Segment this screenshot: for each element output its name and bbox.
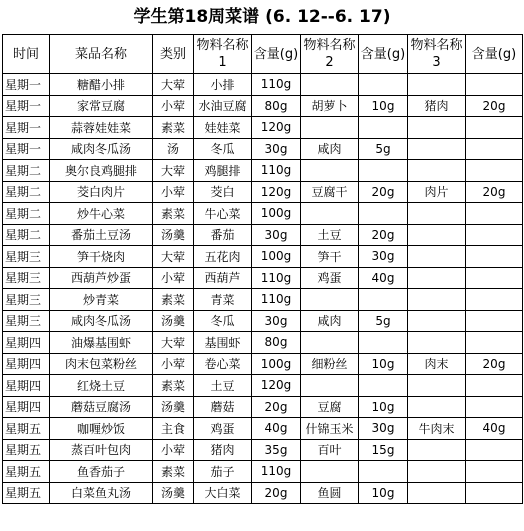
cell-amount-2: 30g [359, 418, 408, 440]
cell-amount-2 [359, 332, 408, 354]
cell-day: 星期四 [3, 353, 50, 375]
cell-material-1: 小排 [194, 74, 252, 96]
cell-material-2: 土豆 [301, 224, 359, 246]
cell-category: 小荤 [153, 353, 194, 375]
cell-dish: 西葫芦炒蛋 [50, 267, 153, 289]
cell-material-3 [408, 117, 466, 139]
cell-amount-3 [466, 203, 523, 225]
cell-amount-3 [466, 289, 523, 311]
table-row [3, 461, 523, 483]
cell-material-1: 卷心菜 [194, 353, 252, 375]
cell-material-1: 娃娃菜 [194, 117, 252, 139]
cell-material-2 [301, 461, 359, 483]
cell-amount-1: 100g [252, 203, 301, 225]
cell-amount-1: 110g [252, 74, 301, 96]
cell-day: 星期三 [3, 310, 50, 332]
table-row [3, 181, 523, 203]
cell-amount-2: 10g [359, 482, 408, 504]
cell-material-1: 茄子 [194, 461, 252, 483]
cell-amount-3 [466, 138, 523, 160]
menu-body [3, 74, 523, 504]
header-time: 时间 [3, 35, 50, 74]
cell-category: 大荤 [153, 160, 194, 182]
cell-dish: 奥尔良鸡腿排 [50, 160, 153, 182]
cell-category: 素菜 [153, 117, 194, 139]
menu-table [2, 34, 523, 504]
cell-amount-2: 5g [359, 310, 408, 332]
cell-amount-2 [359, 375, 408, 397]
cell-amount-1: 100g [252, 246, 301, 268]
cell-amount-2: 15g [359, 439, 408, 461]
cell-material-2: 豆腐干 [301, 181, 359, 203]
cell-category: 大荤 [153, 246, 194, 268]
cell-dish: 炒青菜 [50, 289, 153, 311]
cell-material-2: 胡萝卜 [301, 95, 359, 117]
cell-amount-1: 35g [252, 439, 301, 461]
cell-amount-3 [466, 246, 523, 268]
cell-material-2: 什锦玉米 [301, 418, 359, 440]
table-row [3, 439, 523, 461]
cell-material-2 [301, 74, 359, 96]
cell-material-1: 大白菜 [194, 482, 252, 504]
table-row [3, 117, 523, 139]
cell-material-1: 基围虾 [194, 332, 252, 354]
cell-day: 星期五 [3, 461, 50, 483]
cell-dish: 糖醋小排 [50, 74, 153, 96]
cell-category: 汤羹 [153, 310, 194, 332]
cell-material-3 [408, 310, 466, 332]
cell-amount-3 [466, 117, 523, 139]
cell-amount-1: 30g [252, 310, 301, 332]
cell-material-2: 鸡蛋 [301, 267, 359, 289]
cell-material-1: 猪肉 [194, 439, 252, 461]
cell-amount-2: 20g [359, 224, 408, 246]
cell-amount-3: 20g [466, 95, 523, 117]
cell-amount-1: 110g [252, 289, 301, 311]
cell-amount-1: 110g [252, 267, 301, 289]
cell-amount-1: 40g [252, 418, 301, 440]
cell-amount-1: 30g [252, 138, 301, 160]
header-material-2: 物料名称2 [301, 35, 359, 74]
cell-material-3 [408, 396, 466, 418]
cell-material-3 [408, 203, 466, 225]
cell-category: 素菜 [153, 375, 194, 397]
cell-material-3 [408, 246, 466, 268]
table-row [3, 375, 523, 397]
cell-amount-1: 20g [252, 482, 301, 504]
cell-category: 大荤 [153, 332, 194, 354]
table-row [3, 310, 523, 332]
cell-material-1: 牛心菜 [194, 203, 252, 225]
cell-day: 星期二 [3, 160, 50, 182]
cell-category: 汤羹 [153, 224, 194, 246]
cell-amount-1: 20g [252, 396, 301, 418]
cell-amount-2: 30g [359, 246, 408, 268]
cell-amount-1: 100g [252, 353, 301, 375]
cell-dish: 肉末包菜粉丝 [50, 353, 153, 375]
cell-day: 星期二 [3, 203, 50, 225]
cell-material-3 [408, 74, 466, 96]
cell-material-2 [301, 289, 359, 311]
cell-amount-3: 20g [466, 181, 523, 203]
cell-category: 素菜 [153, 289, 194, 311]
cell-amount-3 [466, 267, 523, 289]
cell-dish: 蒜蓉娃娃菜 [50, 117, 153, 139]
table-row [3, 332, 523, 354]
cell-day: 星期五 [3, 439, 50, 461]
cell-material-3 [408, 439, 466, 461]
cell-amount-2 [359, 203, 408, 225]
cell-material-2: 咸肉 [301, 310, 359, 332]
cell-category: 汤羹 [153, 482, 194, 504]
cell-material-1: 茭白 [194, 181, 252, 203]
cell-material-2: 百叶 [301, 439, 359, 461]
cell-material-3 [408, 160, 466, 182]
cell-category: 主食 [153, 418, 194, 440]
cell-day: 星期五 [3, 418, 50, 440]
cell-dish: 白菜鱼丸汤 [50, 482, 153, 504]
header-amount-2: 含量(g) [359, 35, 408, 74]
cell-amount-2: 5g [359, 138, 408, 160]
cell-amount-3 [466, 439, 523, 461]
cell-material-1: 青菜 [194, 289, 252, 311]
cell-amount-2 [359, 117, 408, 139]
cell-day: 星期三 [3, 246, 50, 268]
cell-material-2 [301, 375, 359, 397]
cell-amount-2: 40g [359, 267, 408, 289]
cell-dish: 咸肉冬瓜汤 [50, 310, 153, 332]
cell-material-3 [408, 224, 466, 246]
cell-day: 星期二 [3, 224, 50, 246]
cell-amount-2 [359, 461, 408, 483]
cell-amount-3 [466, 224, 523, 246]
cell-material-1: 五花肉 [194, 246, 252, 268]
cell-dish: 家常豆腐 [50, 95, 153, 117]
cell-amount-2: 20g [359, 181, 408, 203]
cell-category: 素菜 [153, 461, 194, 483]
cell-material-3 [408, 461, 466, 483]
cell-material-2: 细粉丝 [301, 353, 359, 375]
table-row [3, 353, 523, 375]
cell-material-1: 水油豆腐 [194, 95, 252, 117]
cell-amount-3 [466, 310, 523, 332]
cell-amount-1: 80g [252, 332, 301, 354]
cell-material-3 [408, 375, 466, 397]
cell-material-1: 西葫芦 [194, 267, 252, 289]
cell-material-1: 冬瓜 [194, 310, 252, 332]
cell-material-3 [408, 332, 466, 354]
cell-day: 星期一 [3, 95, 50, 117]
cell-material-1: 土豆 [194, 375, 252, 397]
cell-amount-1: 80g [252, 95, 301, 117]
table-row [3, 396, 523, 418]
cell-category: 小荤 [153, 267, 194, 289]
cell-material-2: 鱼圆 [301, 482, 359, 504]
cell-dish: 鱼香茄子 [50, 461, 153, 483]
cell-amount-3 [466, 332, 523, 354]
cell-amount-3 [466, 396, 523, 418]
cell-category: 汤 [153, 138, 194, 160]
cell-material-2: 咸肉 [301, 138, 359, 160]
cell-amount-3 [466, 375, 523, 397]
table-row [3, 267, 523, 289]
table-row [3, 224, 523, 246]
header-category: 类别 [153, 35, 194, 74]
cell-dish: 蘑菇豆腐汤 [50, 396, 153, 418]
cell-day: 星期四 [3, 332, 50, 354]
cell-material-3: 猪肉 [408, 95, 466, 117]
cell-material-1: 冬瓜 [194, 138, 252, 160]
cell-material-2: 豆腐 [301, 396, 359, 418]
cell-material-3 [408, 482, 466, 504]
cell-amount-1: 120g [252, 375, 301, 397]
cell-dish: 番茄土豆汤 [50, 224, 153, 246]
table-row [3, 74, 523, 96]
cell-amount-2 [359, 74, 408, 96]
header-amount-3: 含量(g) [466, 35, 523, 74]
cell-dish: 油爆基围虾 [50, 332, 153, 354]
cell-material-2 [301, 160, 359, 182]
table-row [3, 203, 523, 225]
table-row [3, 138, 523, 160]
cell-day: 星期四 [3, 396, 50, 418]
cell-material-1: 鸡腿排 [194, 160, 252, 182]
cell-material-2: 笋干 [301, 246, 359, 268]
cell-material-3 [408, 289, 466, 311]
cell-day: 星期三 [3, 267, 50, 289]
cell-day: 星期四 [3, 375, 50, 397]
cell-material-1: 蘑菇 [194, 396, 252, 418]
cell-amount-2: 10g [359, 353, 408, 375]
header-dish-name: 菜品名称 [50, 35, 153, 74]
header-amount-1: 含量(g) [252, 35, 301, 74]
cell-amount-3 [466, 482, 523, 504]
cell-amount-3 [466, 74, 523, 96]
header-material-3: 物料名称3 [408, 35, 466, 74]
cell-material-2 [301, 117, 359, 139]
cell-material-1: 番茄 [194, 224, 252, 246]
cell-category: 大荤 [153, 74, 194, 96]
cell-amount-1: 120g [252, 117, 301, 139]
cell-amount-3 [466, 461, 523, 483]
cell-day: 星期二 [3, 181, 50, 203]
cell-amount-3: 20g [466, 353, 523, 375]
table-row [3, 95, 523, 117]
cell-dish: 红烧土豆 [50, 375, 153, 397]
cell-material-3: 牛肉末 [408, 418, 466, 440]
table-row [3, 418, 523, 440]
cell-day: 星期一 [3, 74, 50, 96]
cell-category: 素菜 [153, 203, 194, 225]
page-title: 学生第18周菜谱 (6. 12--6. 17) [133, 7, 391, 27]
table-row [3, 246, 523, 268]
cell-material-3 [408, 138, 466, 160]
cell-day: 星期一 [3, 117, 50, 139]
table-row [3, 482, 523, 504]
cell-amount-2 [359, 160, 408, 182]
cell-amount-2: 10g [359, 396, 408, 418]
cell-amount-3 [466, 160, 523, 182]
cell-category: 小荤 [153, 95, 194, 117]
cell-amount-1: 110g [252, 461, 301, 483]
cell-amount-2: 10g [359, 95, 408, 117]
cell-material-3 [408, 267, 466, 289]
cell-amount-1: 120g [252, 181, 301, 203]
cell-dish: 蒸百叶包肉 [50, 439, 153, 461]
cell-material-3: 肉片 [408, 181, 466, 203]
cell-material-2 [301, 203, 359, 225]
cell-category: 小荤 [153, 439, 194, 461]
cell-category: 汤羹 [153, 396, 194, 418]
cell-day: 星期三 [3, 289, 50, 311]
cell-day: 星期一 [3, 138, 50, 160]
cell-dish: 咸肉冬瓜汤 [50, 138, 153, 160]
cell-dish: 炒牛心菜 [50, 203, 153, 225]
cell-day: 星期五 [3, 482, 50, 504]
header-row [3, 35, 523, 74]
cell-material-1: 鸡蛋 [194, 418, 252, 440]
cell-material-3: 肉末 [408, 353, 466, 375]
table-row [3, 289, 523, 311]
cell-dish: 笋干烧肉 [50, 246, 153, 268]
cell-dish: 咖喱炒饭 [50, 418, 153, 440]
cell-amount-1: 110g [252, 160, 301, 182]
table-row [3, 160, 523, 182]
cell-material-2 [301, 332, 359, 354]
cell-amount-3: 40g [466, 418, 523, 440]
cell-amount-1: 30g [252, 224, 301, 246]
cell-dish: 茭白肉片 [50, 181, 153, 203]
header-material-1: 物料名称1 [194, 35, 252, 74]
cell-category: 小荤 [153, 181, 194, 203]
cell-amount-2 [359, 289, 408, 311]
